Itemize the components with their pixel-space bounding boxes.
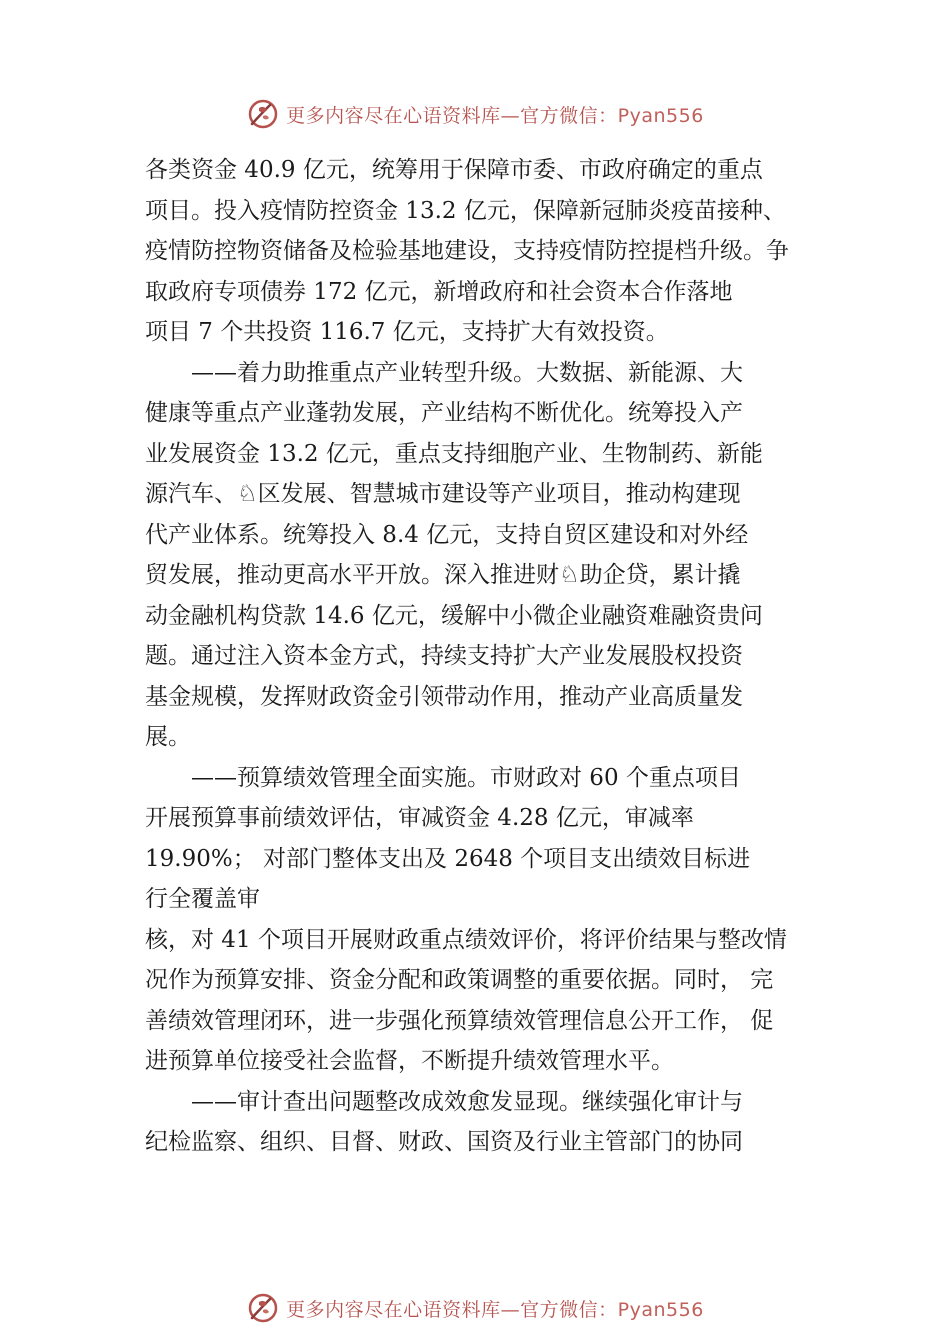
footer-banner (0, 1288, 950, 1328)
text-line: 行全覆盖审 (145, 886, 260, 912)
text-line: 题。通过注入资本金方式，持续支持扩大产业发展股权投资 (145, 643, 743, 669)
text-line: 纪检监察、组织、目督、财政、国资及行业主管部门的协同 (145, 1129, 743, 1155)
text-line: 疫情防控物资储备及检验基地建设，支持疫情防控提档升级。争 (145, 238, 789, 264)
rose-seal-logo-icon (246, 97, 280, 131)
text-line: 各类资金 40.9 亿元，统筹用于保障市委、市政府确定的重点 (145, 157, 763, 183)
text-line: 项目。投入疫情防控资金 13.2 亿元，保障新冠肺炎疫苗接种、 (145, 197, 786, 224)
banner-main-text: 更多内容尽在心语资料库—官方微信： (286, 1298, 618, 1321)
text-line: 核，对 41 个项目开展财政重点绩效评价，将评价结果与整改情 (145, 926, 787, 953)
text-line: 源汽车、♘区发展、智慧城市建设等产业项目，推动构建现 (145, 481, 741, 507)
text-line: 项目 7 个共投资 116.7 亿元，支持扩大有效投资。 (145, 319, 669, 345)
text-line: 展。 (145, 724, 191, 750)
text-line: 动金融机构贷款 14.6 亿元，缓解中小微企业融资难融资贵问 (145, 602, 763, 629)
banner-text (286, 1295, 704, 1322)
paragraph-heading-line: ——着力助推重点产业转型升级。大数据、新能源、大 (191, 359, 743, 386)
text-line: 开展预算事前绩效评估，审减资金 4.28 亿元，审减率 (145, 805, 694, 831)
text-line: 进预算单位接受社会监督，不断提升绩效管理水平。 (145, 1048, 674, 1074)
header-banner (0, 94, 950, 134)
text-line: 代产业体系。统筹投入 8.4 亿元，支持自贸区建设和对外经 (145, 521, 749, 548)
text-line: 业发展资金 13.2 亿元，重点支持细胞产业、生物制药、新能 (145, 440, 763, 467)
text-line: 况作为预算安排、资金分配和政策调整的重要依据。同时， 完 (145, 967, 774, 993)
wechat-id: Pyan556 (617, 104, 704, 127)
paragraph-heading-line: ——预算绩效管理全面实施。市财政对 60 个重点项目 (191, 764, 741, 791)
text-line: 贸发展，推动更高水平开放。深入推进财♘助企贷，累计撬 (145, 562, 741, 588)
paragraph-heading-line: ——审计查出问题整改成效愈发显现。继续强化审计与 (191, 1088, 743, 1115)
text-line: 19.90%； 对部门整体支出及 2648 个项目支出绩效目标进 (145, 845, 751, 872)
text-line: 基金规模，发挥财政资金引领带动作用，推动产业高质量发 (145, 683, 743, 710)
document-body (145, 150, 835, 1163)
text-line: 健康等重点产业蓬勃发展，产业结构不断优化。统筹投入产 (145, 400, 743, 426)
text-line: 善绩效管理闭环，进一步强化预算绩效管理信息公开工作， 促 (145, 1007, 774, 1034)
text-line: 取政府专项债券 172 亿元，新增政府和社会资本合作落地 (145, 278, 733, 305)
rose-seal-logo-icon (246, 1291, 280, 1325)
wechat-id: Pyan556 (617, 1298, 704, 1321)
banner-text (286, 101, 704, 128)
banner-main-text: 更多内容尽在心语资料库—官方微信： (286, 104, 618, 127)
